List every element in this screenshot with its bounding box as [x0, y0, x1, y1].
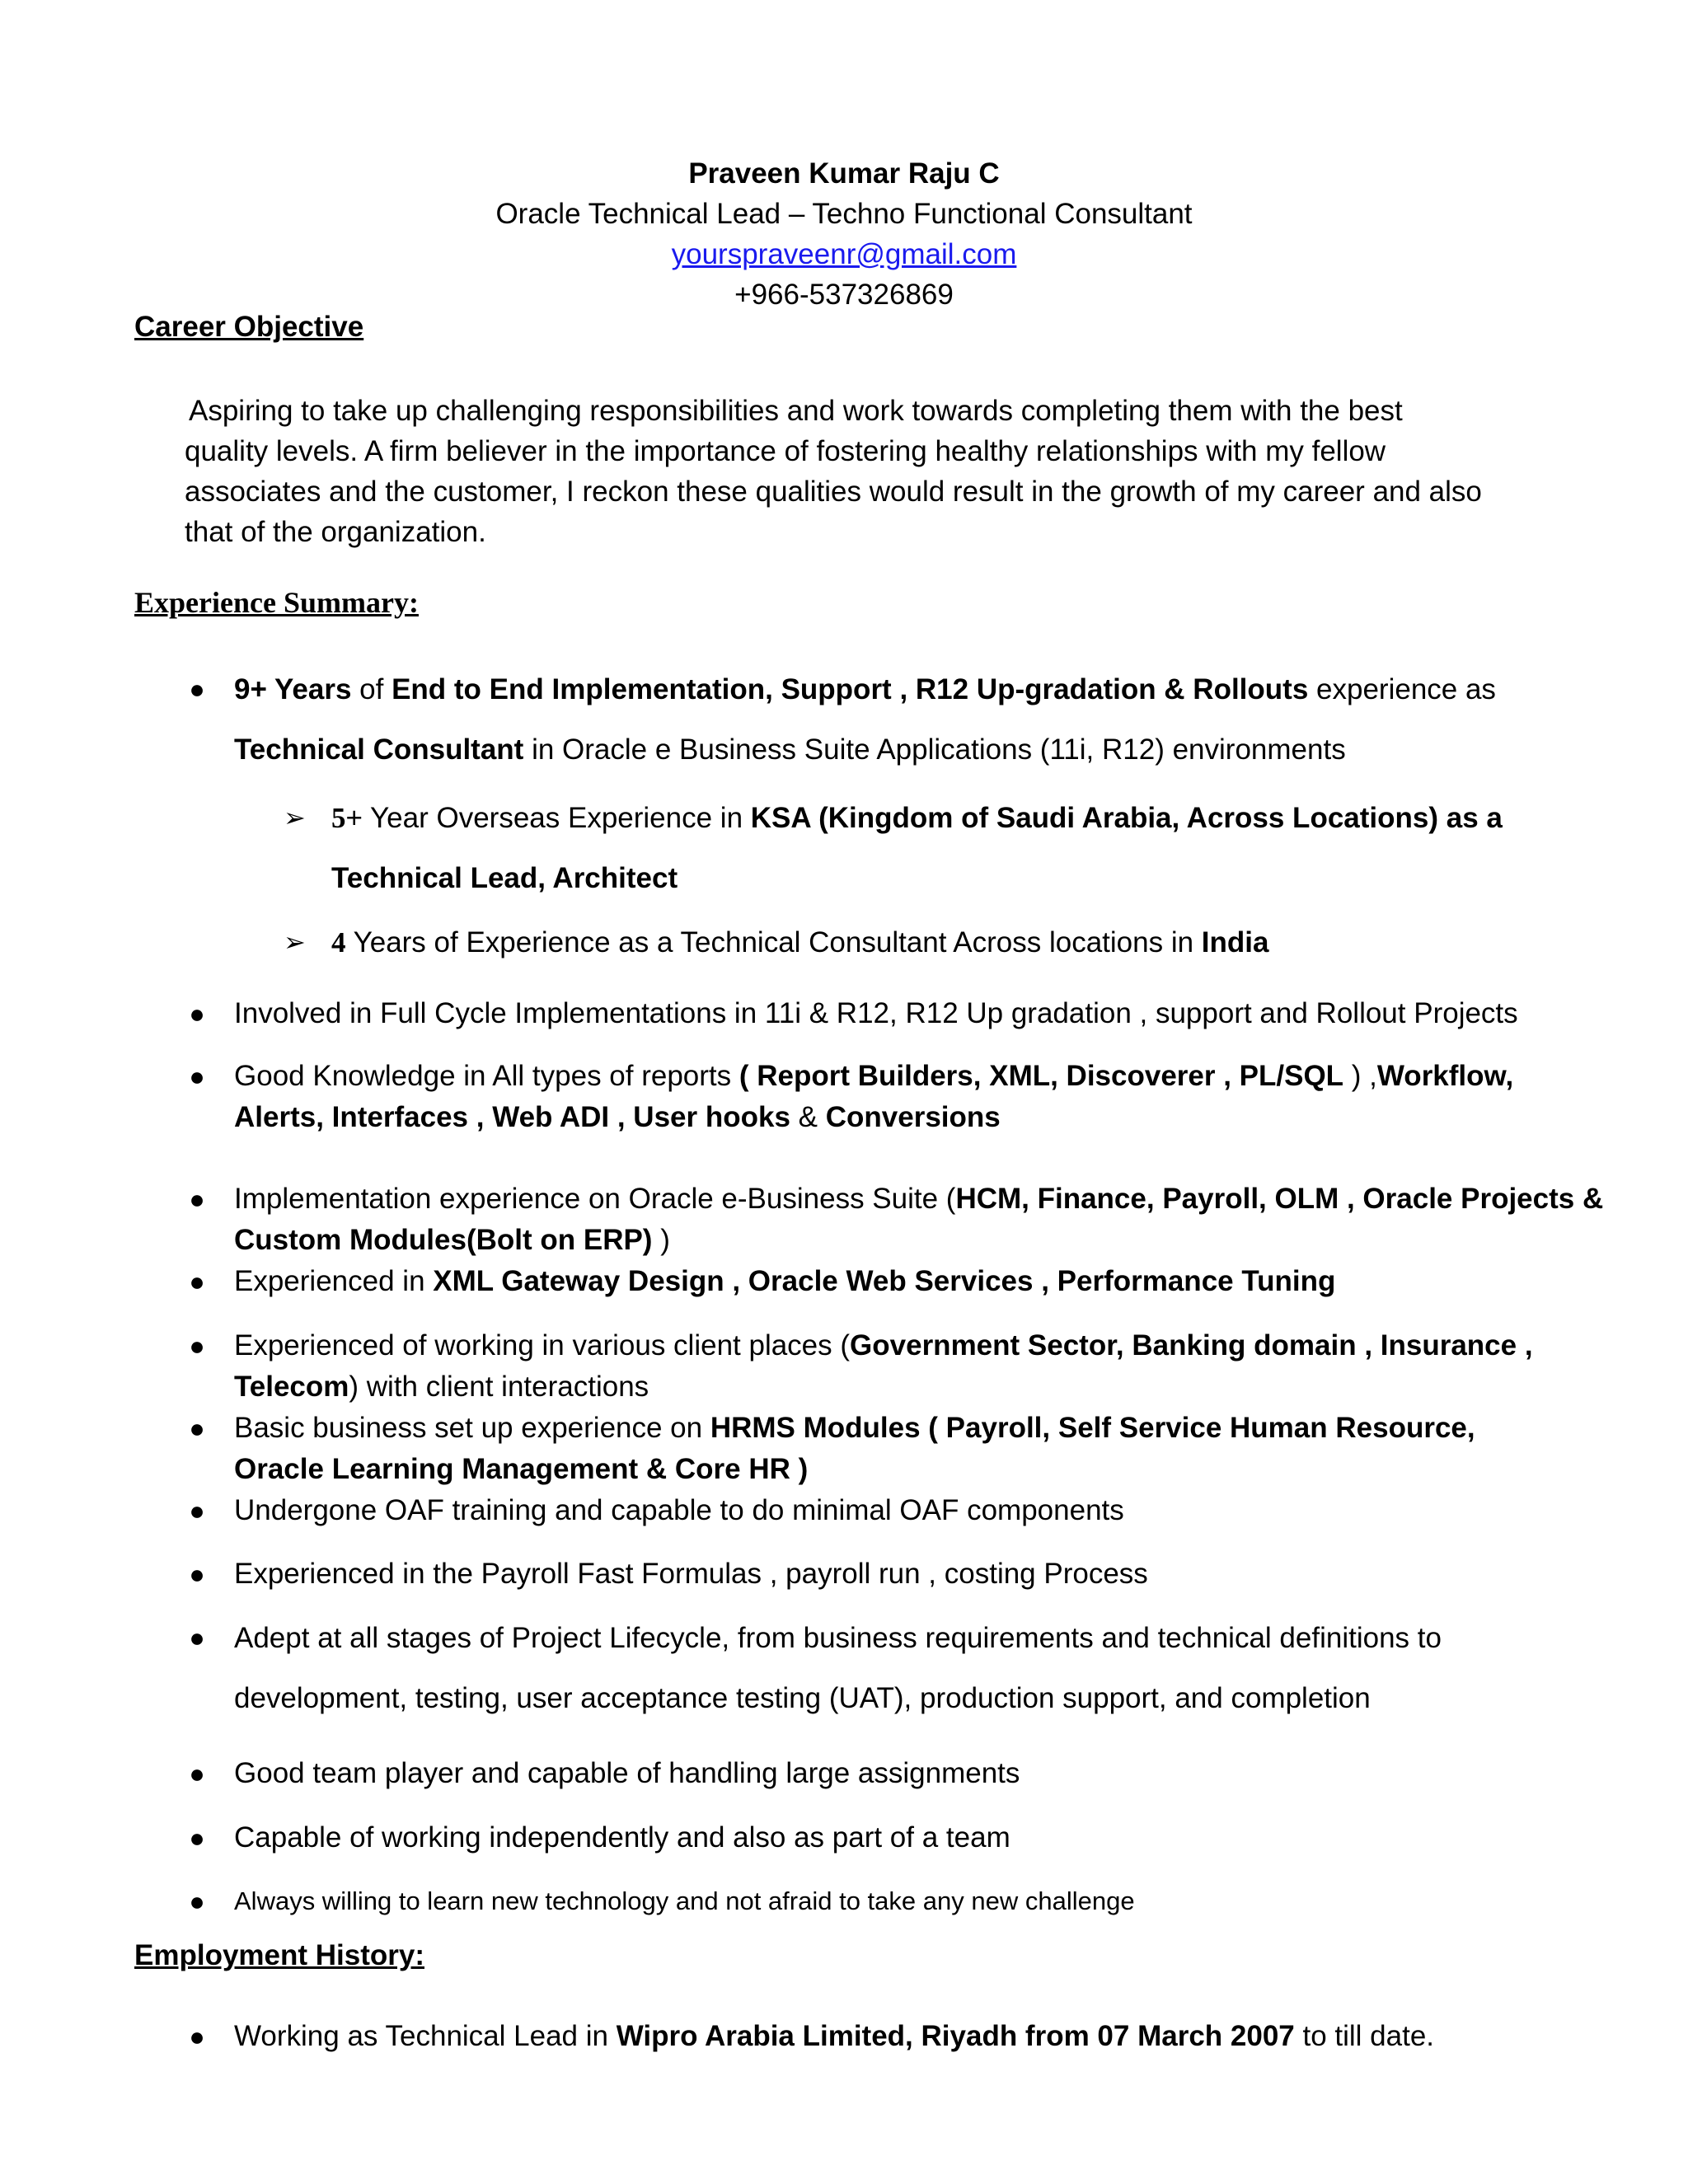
summary-item: ● Undergone OAF training and capable to do minimal OAF components	[234, 1490, 1627, 1531]
summary-item: ● Always willing to learn new technology and not afraid to take any new challenge	[234, 1881, 1627, 1922]
bullet-icon: ●	[189, 1623, 205, 1652]
bullet-icon: ●	[189, 1759, 205, 1788]
bullet-icon: ●	[189, 1413, 205, 1443]
bullet-icon: ●	[189, 1496, 205, 1526]
summary-item: ● Adept at all stages of Project Lifecycle, from business requirements and technical definitions to development, testing, user acceptance testing (UAT), production support, and completion	[234, 1608, 1627, 1728]
summary-item: ● Good Knowledge in All types of reports ( Report Builders, XML, Discoverer , PL/SQL ) ,Workflow, Alerts, Interfaces , Web ADI , User hooks & Conversions	[234, 1056, 1627, 1138]
objective-line: that of the organization.	[185, 516, 486, 548]
objective-line: quality levels. A firm believer in the importance of fostering healthy relationships with my fellow	[185, 435, 1386, 467]
bullet-icon: ●	[189, 1331, 205, 1361]
arrow-bullet-icon: ➢	[284, 803, 306, 832]
email-link[interactable]: yourspraveenr@gmail.com	[671, 238, 1017, 270]
summary-subitem: ➢ 5+ Year Overseas Experience in KSA (Kingdom of Saudi Arabia, Across Locations) as a Technical Lead, Architect	[331, 788, 1543, 908]
summary-item: ● Good team player and capable of handling large assignments	[234, 1753, 1627, 1794]
experience-summary-heading: Experience Summary:	[134, 586, 419, 619]
phone-number: +966-537326869	[734, 279, 954, 311]
summary-item: ● Experienced in XML Gateway Design , Oracle Web Services , Performance Tuning	[234, 1261, 1627, 1302]
summary-subitem: ➢ 4 Years of Experience as a Technical Consultant Across locations in India	[331, 912, 1543, 972]
bullet-icon: ●	[189, 1184, 205, 1214]
resume-header	[0, 153, 1688, 315]
employment-item: ● Working as Technical Lead in Wipro Arabia Limited, Riyadh from 07 March 2007 to till date.	[234, 2016, 1627, 2057]
summary-item: ● Implementation experience on Oracle e-Business Suite (HCM, Finance, Payroll, OLM , Oracle Projects & Custom Modules(Bolt on ERP) )	[234, 1179, 1627, 1261]
summary-item: ● 9+ Years of End to End Implementation, Support , R12 Up-gradation & Rollouts experience as Technical Consultant in Oracle e Business Suite Applications (11i, R12) environments	[234, 659, 1627, 780]
summary-item: ● Basic business set up experience on HRMS Modules ( Payroll, Self Service Human Resource, Oracle Learning Management & Core HR )	[234, 1408, 1627, 1490]
bullet-icon: ●	[189, 999, 205, 1029]
bullet-icon: ●	[189, 1559, 205, 1589]
career-objective-text	[185, 391, 1569, 552]
summary-item: ● Experienced in the Payroll Fast Formulas , payroll run , costing Process	[234, 1554, 1627, 1595]
bullet-icon: ●	[189, 1062, 205, 1091]
bullet-icon: ●	[189, 674, 205, 704]
bullet-icon: ●	[189, 1886, 205, 1916]
objective-line: associates and the customer, I reckon these qualities would result in the growth of my career and also	[185, 476, 1482, 508]
summary-item: ● Experienced of working in various client places (Government Sector, Banking domain , Insurance , Telecom) with client interactions	[234, 1325, 1627, 1408]
bullet-icon: ●	[189, 1267, 205, 1296]
bullet-icon: ●	[189, 1823, 205, 1853]
bullet-icon: ●	[189, 2022, 205, 2051]
arrow-bullet-icon: ➢	[284, 927, 306, 957]
objective-line: Aspiring to take up challenging responsibilities and work towards completing them with the best	[189, 395, 1403, 427]
candidate-title: Oracle Technical Lead – Techno Functional Consultant	[495, 198, 1193, 230]
employment-history-heading: Employment History:	[134, 1939, 424, 1971]
career-objective-heading: Career Objective	[134, 311, 364, 343]
summary-item: ● Capable of working independently and also as part of a team	[234, 1817, 1627, 1858]
candidate-name: Praveen Kumar Raju C	[688, 157, 1000, 190]
summary-item: ● Involved in Full Cycle Implementations in 11i & R12, R12 Up gradation , support and Rollout Projects	[234, 993, 1627, 1034]
